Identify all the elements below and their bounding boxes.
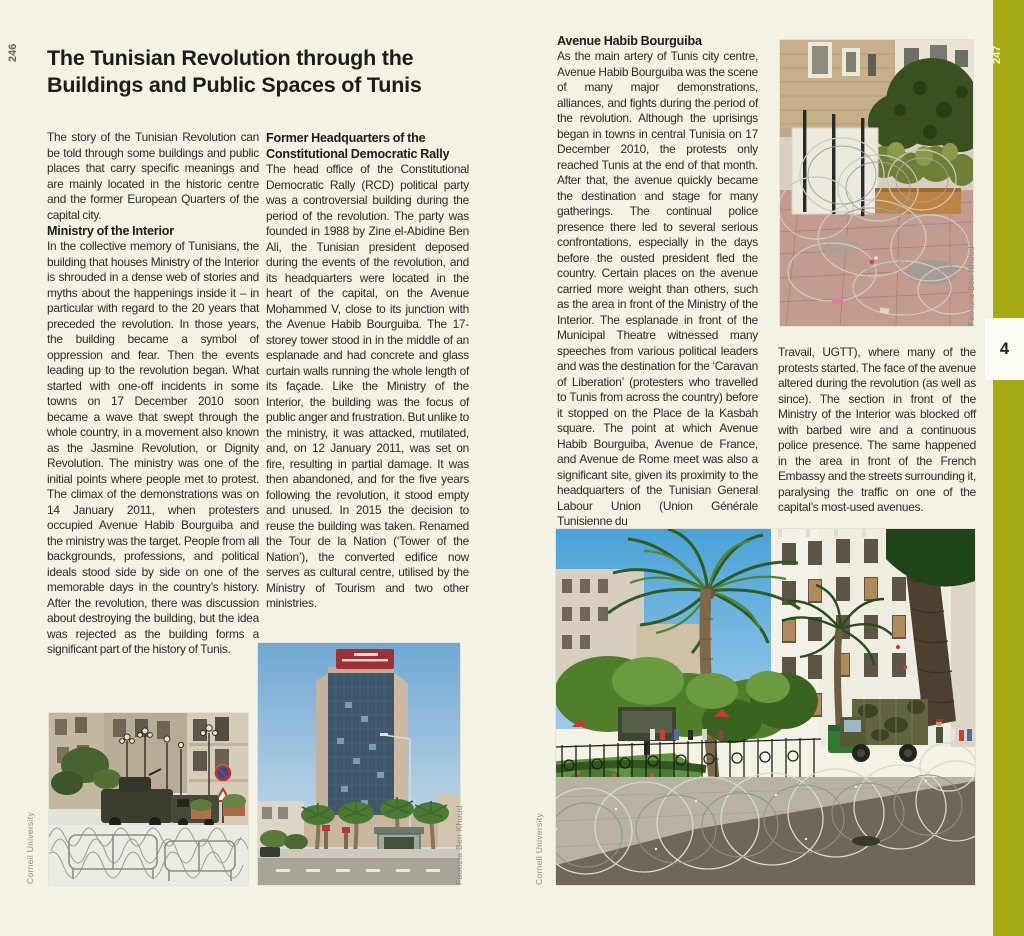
photo-avenue-habib-bourguiba <box>556 529 975 885</box>
right-column-1 <box>557 33 758 530</box>
photo-ministry-barricades <box>49 713 248 885</box>
left-column-2 <box>266 130 469 612</box>
avenue-paragraph-2: Travail, UGTT), where many of the protests started. The face of the avenue altered during the revolution (as well as since). The section in front of the Ministry of the Interior was blocked off with barbed wire and a continuous police presence. The same happened in the area in front of the French Embassy and the streets surrounding it, paralysing the traffic on one of the capital’s most-used avenues. <box>778 345 976 514</box>
barricades-illustration <box>49 713 248 885</box>
avenue-paragraph-1: As the main artery of Tunis city centre, Avenue Habib Bourguiba was the scene of many major demonstrations, alliances, and fights during the period of the revolution. Although the uprisings began in towns in central Tunisia on 17 December 2010, the protests only reached Tunis at the end of that month. After that, the avenue quickly became the destination and stage for many gatherings. The continual police presence there led to several serious confrontations, especially in the days before the ousted president fled the country. Certain places on the avenue carried more weight than others, such as the area in front of the Ministry of the Interior. The esplanade in front of the Municipal Theatre witnessed many speeches from various political leaders and was the destination for the ‘Caravan of Liberation’ (protesters who travelled to Tunis from across the country) before it stopped on the Place de la Kasbah square. The point at which Avenue Habib Bourguiba, Avenue de France, and Avenue de Rome meet was also a significant site, given its proximity to the headquarters of the Tunisian General Labour Union (Union Générale Tunisienne du <box>557 49 758 528</box>
page-number-left: 246 <box>7 43 19 62</box>
photo-credit: Cornell University <box>25 811 35 884</box>
photo-tour-de-la-nation <box>258 643 460 885</box>
rcd-paragraph: The head office of the Constitutional Democratic Rally (RCD) political party was a controversial building during the period of the revolution. The party was founded in 1988 by Zine el-Abidine Ben Ali, the Tunisian president deposed during the events of the revolution, and its headquarters were located in the heart of the capital, on the Avenue Mohammed V, close to its junction with the Avenue Habib Bourguiba. The 17-storey tower stood in in the middle of an esplanade and had concrete and glass curtain walls running the whole length of its façade. Like the Ministry of the Interior, the building was the focus of public anger and frustration. But unlike to the ministry, it was attacked, mutilated, and, on 12 January 2011, was set on fire, resulting in partial damage. It was then abandoned, and for the five years following the revolution, it stood empty and unused. In 2015 the decision to reuse the building was taken. Renamed the Tour de la Nation (‘Tower of the Nation’), the converted edifice now serves as cultural centre, utilised by the Ministry of Tourism and two other ministries. <box>266 162 469 610</box>
chapter-accent-bar <box>993 0 1024 936</box>
intro-paragraph: The story of the Tunisian Revolution can be told through some buildings and public places that carry specific meanings and are mainly located in the historic centre and the former European Quarters of the capital city. <box>47 130 259 222</box>
razorwire-illustration <box>780 40 973 326</box>
chapter-number-tab: 4 <box>985 318 1024 380</box>
left-column-1 <box>47 130 259 658</box>
photo-credit: Cornell University <box>534 812 544 885</box>
rcd-heading: Former Headquarters of the Constitutional Democratic Rally <box>266 131 450 161</box>
ministry-heading: Ministry of the Interior <box>47 224 174 238</box>
tower-illustration <box>258 643 460 885</box>
avenue-illustration <box>556 529 975 885</box>
photo-credit: Faouzia Ben Khoud <box>454 805 464 885</box>
photo-razor-wire-square <box>780 40 973 326</box>
photo-credit: Faouzia Ben Khoud <box>966 246 976 326</box>
page-title: The Tunisian Revolution through the Buildings and Public Spaces of Tunis <box>47 46 422 98</box>
right-column-2 <box>778 345 976 516</box>
avenue-heading: Avenue Habib Bourguiba <box>557 34 702 48</box>
page-number-right: 247 <box>991 45 1003 64</box>
ministry-paragraph: In the collective memory of Tunisians, the building that houses Ministry of the Interior is shrouded in a dense web of stories and myths about the happenings inside it – in particular with regard to the 20 years that preceded the revolution. In those years, the building became a symbol of oppression and fear. Then the events leading up to the revolution began. What started with one-off incidents in some towns on 17 December 2010 soon became a wave that swept through the whole country, in a movement also known as the Jasmine Revolution, or Dignity Revolution. The ministry was one of the initial points where people met to protest. The climax of the demonstrations was on 14 January 2011, when protesters occupied Avenue Habib Bourguiba and the ministry was the target. People from all backgrounds, professions, and political ideals stood side by side on one of the memorable days in the country’s history. After the revolution, there was discussion about destroying the building, but the idea was rejected as the building forms a significant part of the history of Tunis. <box>47 239 259 656</box>
